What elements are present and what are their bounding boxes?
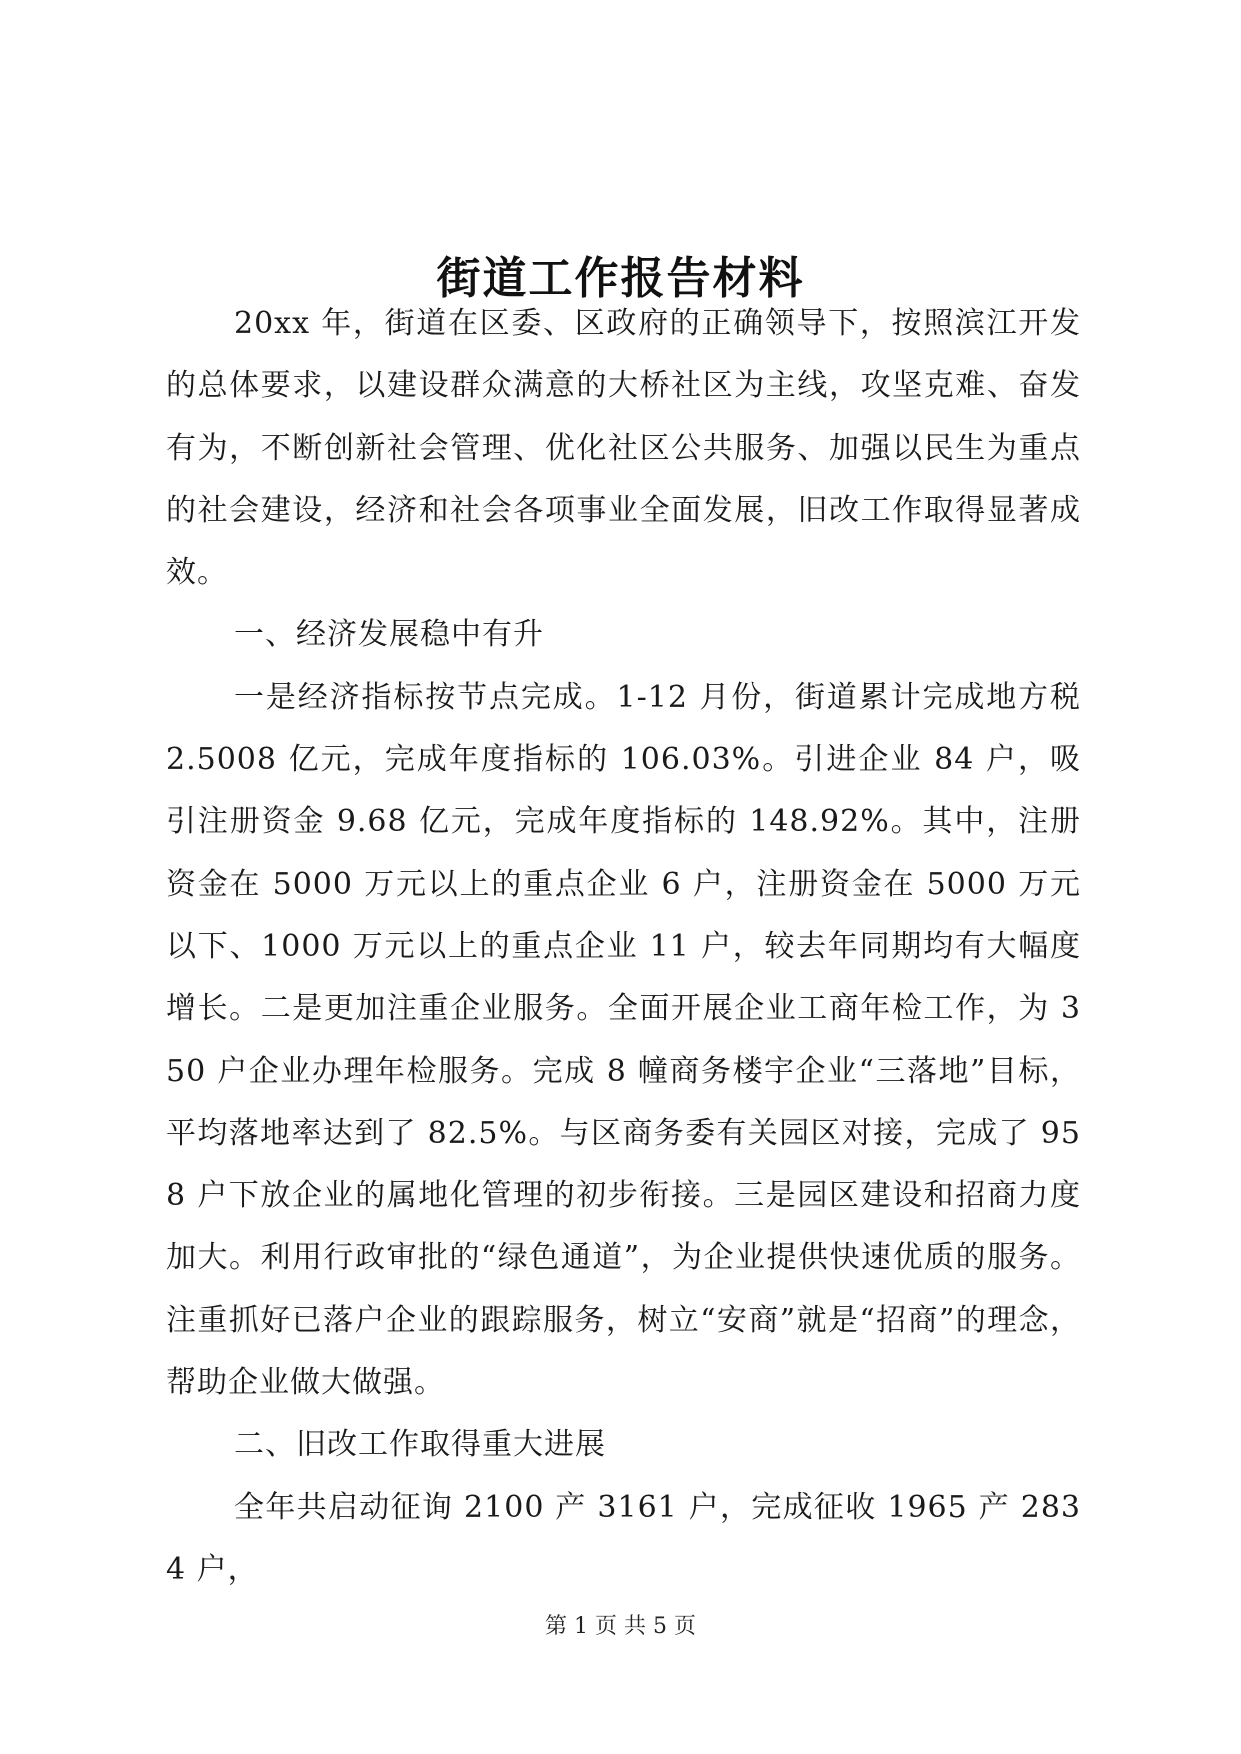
renovation-paragraph: 全年共启动征询 2100 产 3161 户，完成征收 1965 产 2834 户，	[166, 1489, 1081, 1587]
section-heading-economy: 一、经济发展稳中有升	[234, 617, 544, 653]
document-title: 街道工作报告材料	[436, 253, 805, 305]
economy-paragraph: 一是经济指标按节点完成。1-12 月份，街道累计完成地方税 2.5008 亿元，完成年度指标的 106.03%。引进企业 84 户，吸引注册资金 9.68 亿元，完成年度指标的 148.92%。其中，注册资金在 5000 万元以上的重点企业 6 户，注册资金在 5000 万元以下、1000 万元以上的重点企业 11 户，较去年同期均有大幅度增长。二是更加注重企业服务。全面开展企业工商年检工作，为 350 户企业办理年检服务。完成 8 幢商务楼宇企业“三落地”目标，平均落地率达到了 82.5%。与区商务委有关园区对接，完成了 958 户下放企业的属地化管理的初步衔接。三是园区建设和招商力度加大。利用行政审批的“绿色通道”，为企业提供快速优质的服务。注重抓好已落户企业的跟踪服务，树立“安商”就是“招商”的理念，帮助企业做大做强。	[166, 679, 1081, 1401]
intro-paragraph: 20xx 年，街道在区委、区政府的正确领导下，按照滨江开发的总体要求，以建设群众满意的大桥社区为主线，攻坚克难、奋发有为，不断创新社会管理、优化社区公共服务、加强以民生为重点的社会建设，经济和社会各项事业全面发展，旧改工作取得显著成效。	[166, 306, 1081, 591]
section-heading-renovation: 二、旧改工作取得重大进展	[234, 1427, 606, 1463]
document-body	[166, 293, 1081, 1601]
page-number-footer: 第 1 页 共 5 页	[545, 1614, 696, 1639]
